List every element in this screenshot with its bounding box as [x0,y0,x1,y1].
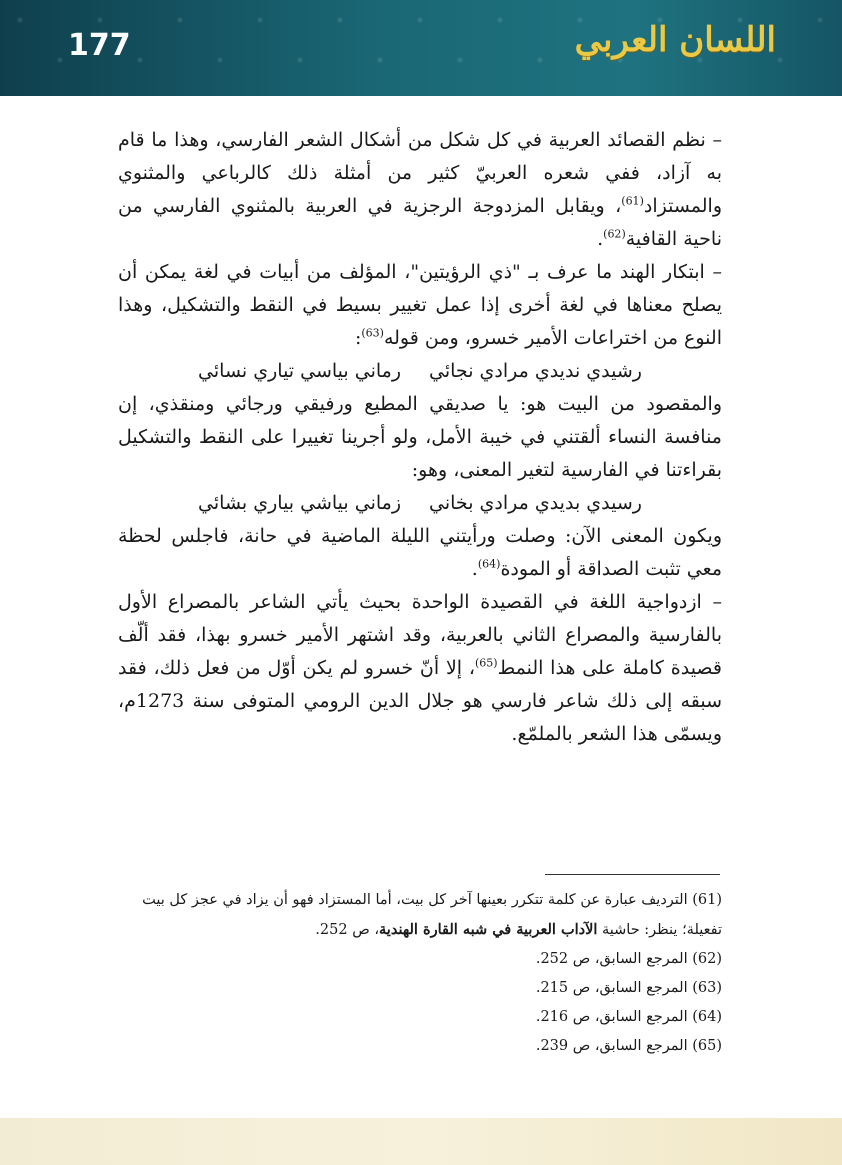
paragraph-1-end: . [597,228,604,250]
paragraph-5-text: – ازدواجية اللغة في القصيدة الواحدة بحيث يأتي الشاعر بالمصراع الأول بالفارسية والمصراع الثاني بالعربية، وقد اشتهر الأمير خسرو بهذا، فقد ألّف قصيدة كاملة على هذا النمط [118,591,722,679]
footnote-ref-65[interactable]: (65) [474,656,498,670]
paragraph-2 [118,256,722,355]
footnote-62: (62) المرجع السابق، ص 252. [535,951,722,967]
verse-1 [118,355,722,388]
footnote-63: (63) المرجع السابق، ص 215. [535,980,722,996]
verse-2-first-hemistich: رسيدي بديدي مرادي بخاني [429,492,642,514]
page-footer-band [0,1118,842,1165]
paragraph-4-text: ويكون المعنى الآن: وصلت ورأيتني الليلة الماضية في حانة، فاجلس لحظة معي تثبت الصداقة أو المودة [118,525,722,580]
page-header [0,0,842,96]
paragraph-5-text-b: ، إلا أنّ خسرو لم يكن أوّل من فعل ذلك، فقد سبقه إلى ذلك شاعر فارسي هو جلال الدين الرومي المتوفى سنة 1273م، ويسمّى هذا الشعر بالملمّع. [118,657,722,745]
footnote-65: (65) المرجع السابق، ص 239. [535,1038,722,1054]
paragraph-1 [118,124,722,256]
verse-1-second-hemistich: رماني بياسي تياري نسائي [198,360,402,382]
paragraph-2-text: – ابتكار الهند ما عرف بـ "ذي الرؤيتين"، المؤلف من أبيات في لغة يمكن أن يصلح معناها في لغة أخرى إذا عمل تغيير بسيط في النقط والتشكيل، وهذا النوع من اختراعات الأمير خسرو، ومن قوله [118,261,722,349]
article-body [118,124,722,751]
journal-logo: اللسان العربي [574,20,776,60]
footnote-64: (64) المرجع السابق، ص 216. [535,1009,722,1025]
footnote-61-end: ، ص 252. [315,922,380,938]
footnote-61 [118,886,722,945]
verse-2-second-hemistich: زماني بياشي بياري بشائي [198,492,402,514]
footnote-61-text: (61) الترديف عبارة عن كلمة تتكرر بعينها آخر كل بيت، أما المستزاد فهو أن يزاد في عجز كل بيت تفعيلة؛ ينظر: حاشية [142,892,722,938]
paragraph-4-end: . [471,558,478,580]
footnote-ref-61[interactable]: (61) [621,194,644,208]
footnote-ref-62[interactable]: (62) [603,227,626,241]
paragraph-3: والمقصود من البيت هو: يا صديقي المطيع ورفيقي ورجائي ومنقذي، إن منافسة النساء ألقتني في خيبة الأمل، ولو أجرينا تغييرا على النقط والتشكيل بقراءتنا في الفارسية لتغير المعنى، وهو: [118,393,722,481]
page-number: 177 [68,28,131,63]
footnote-61-book-title: الآداب العربية في شبه القارة الهندية [379,921,598,938]
verse-1-first-hemistich: رشيدي نديدي مرادي نجائي [429,360,642,382]
paragraph-1-text: – نظم القصائد العربية في كل شكل من أشكال الشعر الفارسي، وهذا ما قام به آزاد، ففي شعره العربيّ كثير من أمثلة ذلك كالرباعي والمثنوي والمستزاد [118,129,722,217]
paragraph-5 [118,586,722,751]
footnote-ref-63[interactable]: (63) [361,326,384,340]
footnote-separator [545,874,720,875]
paragraph-2-end: : [354,327,362,349]
paragraph-4 [118,520,722,586]
footnotes [118,886,722,1061]
footnote-ref-64[interactable]: (64) [477,557,501,571]
paragraph-1-text-b: ، ويقابل المزدوجة الرجزية في العربية بالمثنوي الفارسي من ناحية القافية [118,195,722,250]
verse-2 [118,487,722,520]
